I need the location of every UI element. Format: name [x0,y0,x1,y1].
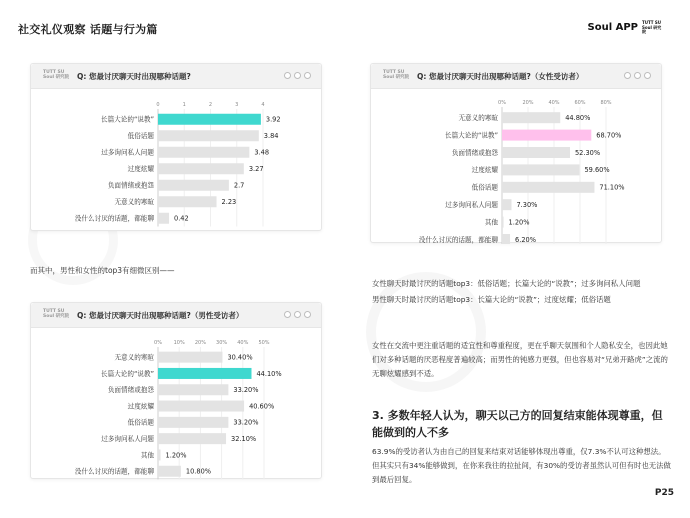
female-top3: 女性聊天时最讨厌的话题top3：低俗话题；长篇大论的“说教”；过多询问私人问题 [372,279,641,288]
circle-icon [624,72,631,79]
category-label: 无意义的寒暄 [114,353,154,362]
bar [502,147,570,158]
category-label: 负面情绪或抱怨 [107,386,154,395]
value-label: 10.80% [185,467,212,476]
bar [158,401,244,412]
category-label: 低俗话题 [127,132,154,141]
value-label: 52.30% [574,148,601,157]
bar [158,196,217,207]
category-label: 无意义的寒暄 [114,198,154,207]
chart-card-female [370,63,662,243]
category-label: 过多询问私人问题 [101,434,154,443]
value-label: 33.20% [233,418,259,427]
category-label: 没什么讨厌的话题，都能聊 [74,214,154,223]
category-label: 长篇大论的“说教” [445,131,498,140]
bar [158,163,244,174]
category-label: 没什么讨厌的话题，都能聊 [74,467,154,476]
bar [158,384,228,395]
value-label: 3.84 [263,132,279,141]
tick-label: 2 [208,102,213,108]
bar [502,130,591,141]
circle-icon [284,311,291,318]
tick-label: 40% [548,100,560,106]
circle-icon [304,311,311,318]
tick-label: 60% [574,100,586,106]
bar [158,466,181,477]
bar [158,449,161,460]
value-label: 0.42 [174,214,189,223]
category-label: 负面情绪或抱怨 [451,148,498,157]
window-controls [284,311,311,318]
category-label: 过多询问私人问题 [445,201,498,209]
bar-chart-female [371,89,663,244]
value-label: 44.80% [565,114,591,122]
value-label: 71.10% [599,183,625,192]
value-label: 2.7 [233,181,245,190]
bar-chart-overall [31,89,323,232]
circle-icon [644,72,651,79]
window-controls [284,72,311,79]
section-paragraph: 63.9%的受访者认为由自己的回复来结束对话能够体现出尊重，仅7.3%不认可这种想法。但其实只有34%能够做到，在你来我往的拉扯间，有30%的受访者虽然认可但有时也无法做到最后回复。 [372,447,671,484]
category-label: 过多询问私人问题 [101,148,154,157]
circle-icon [294,311,301,318]
value-label: 68.70% [596,131,622,140]
tick-label: 0% [498,100,506,106]
tick-label: 0% [154,340,162,346]
bar [502,234,510,244]
value-label: 59.60% [584,166,610,175]
bar [158,147,249,158]
bar [502,112,560,123]
circle-icon [294,72,301,79]
category-label: 过度炫耀 [471,166,498,175]
value-label: 3.27 [248,165,264,174]
window-controls [624,72,651,79]
value-label: 33.20% [233,386,259,395]
bar [502,217,504,228]
tick-label: 50% [258,340,270,346]
bar-chart-male [31,328,323,480]
category-label: 低俗话题 [127,418,154,427]
page-title: 社交礼仪观察 话题与行为篇 [18,23,158,36]
value-label: 30.40% [227,353,253,362]
bar [158,213,169,224]
card-logo: TUTT SU Soul 研究院 [43,70,70,80]
transition-note: 而其中，男性和女性的top3有细微区别—— [30,266,175,275]
tick-label: 20% [522,100,534,106]
circle-icon [284,72,291,79]
category-label: 没什么讨厌的话题，都能聊 [418,235,498,244]
tick-label: 10% [173,340,185,346]
value-label: 40.60% [249,402,275,411]
chart-question: Q: 您最讨厌聊天时出现哪种话题?（女性受访者） [417,72,584,81]
brand-logo: TUTT SU Soul 研究院 [642,20,662,34]
chart-question: Q: 您最讨厌聊天时出现哪种话题? [77,72,191,81]
tick-label: 0 [156,102,160,108]
value-label: 3.92 [265,115,281,124]
card-logo: TUTT SU Soul 研究院 [383,70,410,80]
analysis-paragraph: 女性在交流中更注重话题的适宜性和尊重程度，更在乎聊天氛围和个人隐私安全，也因此她们对多种话题的厌恶程度普遍较高；而男性的钝感力更强，但也容易对“兄弟开路虎”之流的无聊炫耀感到不适。 [372,341,668,378]
category-label: 其他 [484,218,498,227]
category-label: 长篇大论的“说教” [101,115,154,124]
bar [158,417,228,428]
value-label: 6.20% [515,235,537,244]
category-label: 无意义的寒暄 [458,114,498,122]
category-label: 低俗话题 [471,183,498,192]
chart-card-overall [30,63,322,231]
tick-label: 40% [237,340,249,346]
value-label: 1.20% [165,451,187,460]
brand-name: Soul APP [587,22,638,34]
bar [158,368,251,379]
value-label: 7.30% [516,201,538,209]
value-label: 2.23 [221,198,237,207]
bar [158,180,229,191]
bar [158,352,222,363]
chart-card-male [30,302,322,479]
tick-label: 30% [216,340,228,346]
category-label: 其他 [140,451,154,460]
bar [502,164,579,175]
category-label: 过度炫耀 [127,402,154,411]
bar [158,130,259,141]
page-number: P25 [654,488,674,498]
category-label: 长篇大论的“说教” [101,369,154,378]
value-label: 3.48 [254,148,270,157]
circle-icon [634,72,641,79]
tick-label: 20% [194,340,206,346]
value-label: 32.10% [231,434,257,443]
tick-label: 4 [261,102,265,108]
chart-question: Q: 您最讨厌聊天时出现哪种话题?（男性受访者） [77,311,244,320]
card-header [31,303,321,328]
section-heading: 3. 多数年轻人认为，聊天以己方的回复结束能体现尊重，但能做到的人不多 [372,409,663,439]
bar [158,433,226,444]
bar [502,199,511,210]
brand [588,21,665,35]
category-label: 负面情绪或抱怨 [107,181,154,190]
card-header [31,64,321,89]
bar [502,182,594,193]
tick-label: 80% [600,100,612,106]
bar [158,114,261,125]
top3-summary [372,277,672,307]
category-label: 过度炫耀 [127,165,154,174]
tick-label: 1 [182,102,186,108]
circle-icon [304,72,311,79]
card-header [371,64,661,89]
value-label: 44.10% [256,369,282,378]
value-label: 1.20% [508,218,530,227]
tick-label: 3 [235,102,239,108]
card-logo: TUTT SU Soul 研究院 [43,309,70,319]
male-top3: 男性聊天时最讨厌的话题top3：长篇大论的“说教”；过度炫耀；低俗话题 [372,295,611,304]
